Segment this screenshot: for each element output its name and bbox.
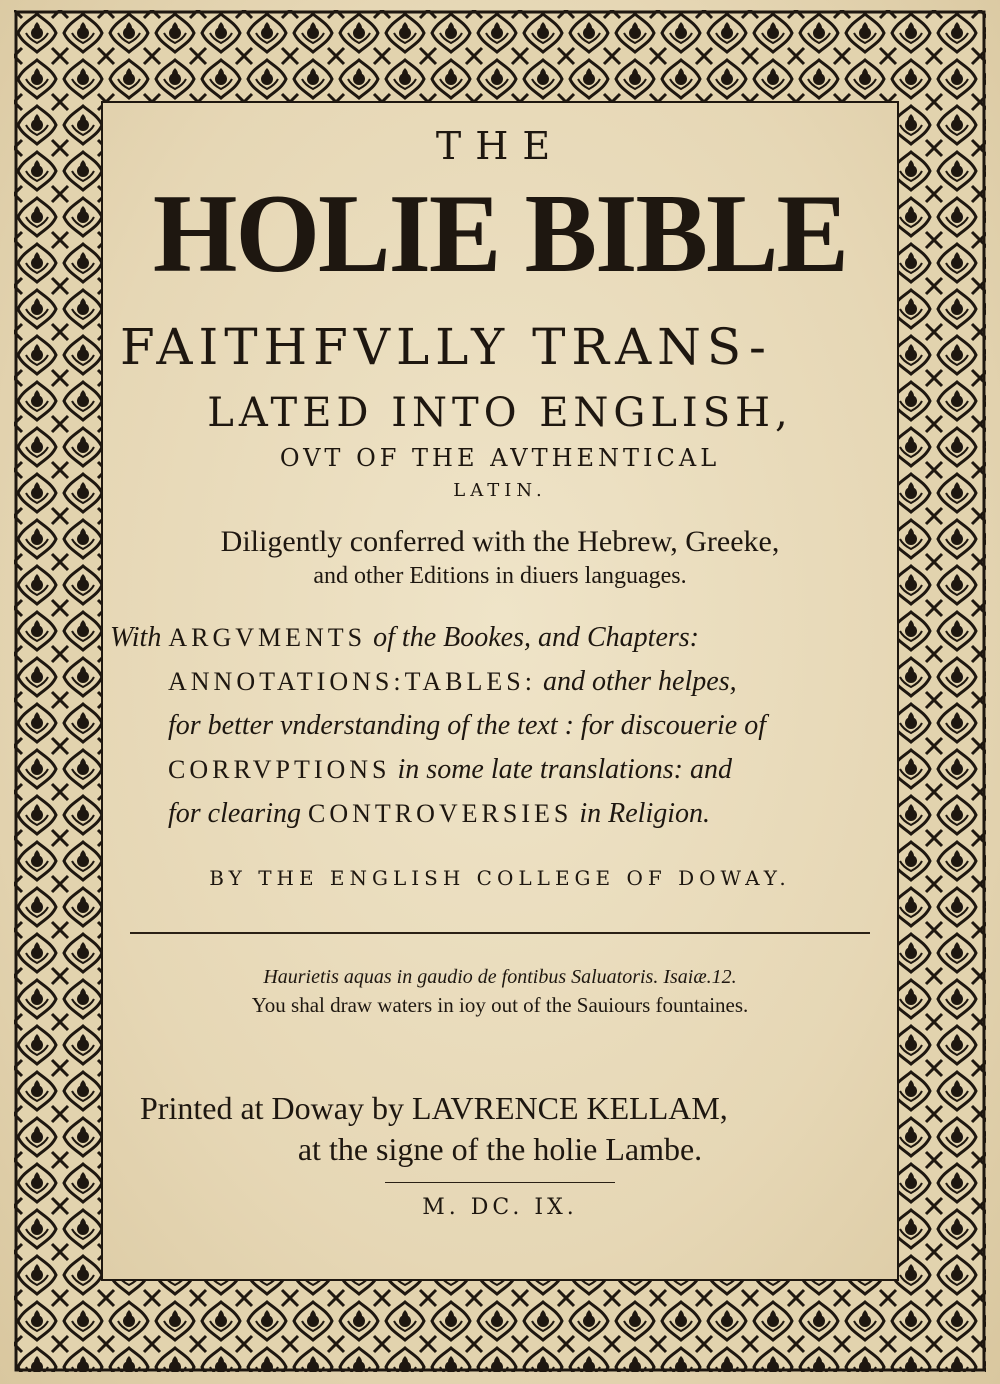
args-smallcaps: CORRVPTIONS: [168, 755, 391, 784]
main-title: HOLIE BIBLE: [152, 172, 848, 296]
args-line-4: [110, 748, 890, 792]
args-smallcaps: ARGVMENTS: [168, 623, 367, 652]
args-text: for clearing: [168, 798, 301, 829]
arguments-block: [110, 616, 890, 836]
latin-quote: Haurietis aquas in gaudio de fontibus Saluatoris. Isaiæ.12.: [263, 966, 737, 988]
subtitle-line-4: LATIN.: [453, 480, 547, 501]
year-rule: [385, 1182, 615, 1183]
by-line: BY THE ENGLISH COLLEGE OF DOWAY.: [209, 866, 791, 890]
args-text: of the Bookes, and Chapters:: [373, 622, 699, 653]
args-text: With: [110, 622, 162, 653]
args-smallcaps: CONTROVERSIES: [308, 799, 573, 828]
diligently-line-1: Diligently conferred with the Hebrew, Greeke,: [220, 525, 780, 558]
args-text: in some late translations: and: [397, 754, 732, 785]
divider-rule: [130, 932, 870, 934]
the-heading: THE: [435, 124, 565, 168]
args-smallcaps: ANNOTATIONS:TABLES:: [168, 667, 536, 696]
subtitle-line-2: LATED INTO ENGLISH,: [207, 390, 793, 436]
printer-line-2: at the signe of the holie Lambe.: [297, 1131, 703, 1167]
title-text-block: [110, 110, 890, 1280]
printer-line-1: Printed at Doway by LAVRENCE KELLAM,: [140, 1090, 728, 1126]
diligently-line-2: and other Editions in diuers languages.: [313, 563, 687, 589]
args-line-1: [110, 616, 890, 660]
args-line-5: [110, 792, 890, 836]
subtitle-line-1: FAITHFVLLY TRANS-: [120, 318, 772, 376]
english-quote: You shal draw waters in ioy out of the Sauiours fountaines.: [251, 993, 749, 1017]
publication-year: M. DC. IX.: [422, 1195, 578, 1220]
args-text: in Religion.: [579, 798, 711, 829]
args-line-2: [110, 660, 890, 704]
args-text: and other helpes,: [542, 666, 737, 697]
args-line-3: for better vnderstanding of the text : for discouerie of: [168, 710, 767, 741]
subtitle-line-3: OVT OF THE AVTHENTICAL: [279, 444, 721, 472]
